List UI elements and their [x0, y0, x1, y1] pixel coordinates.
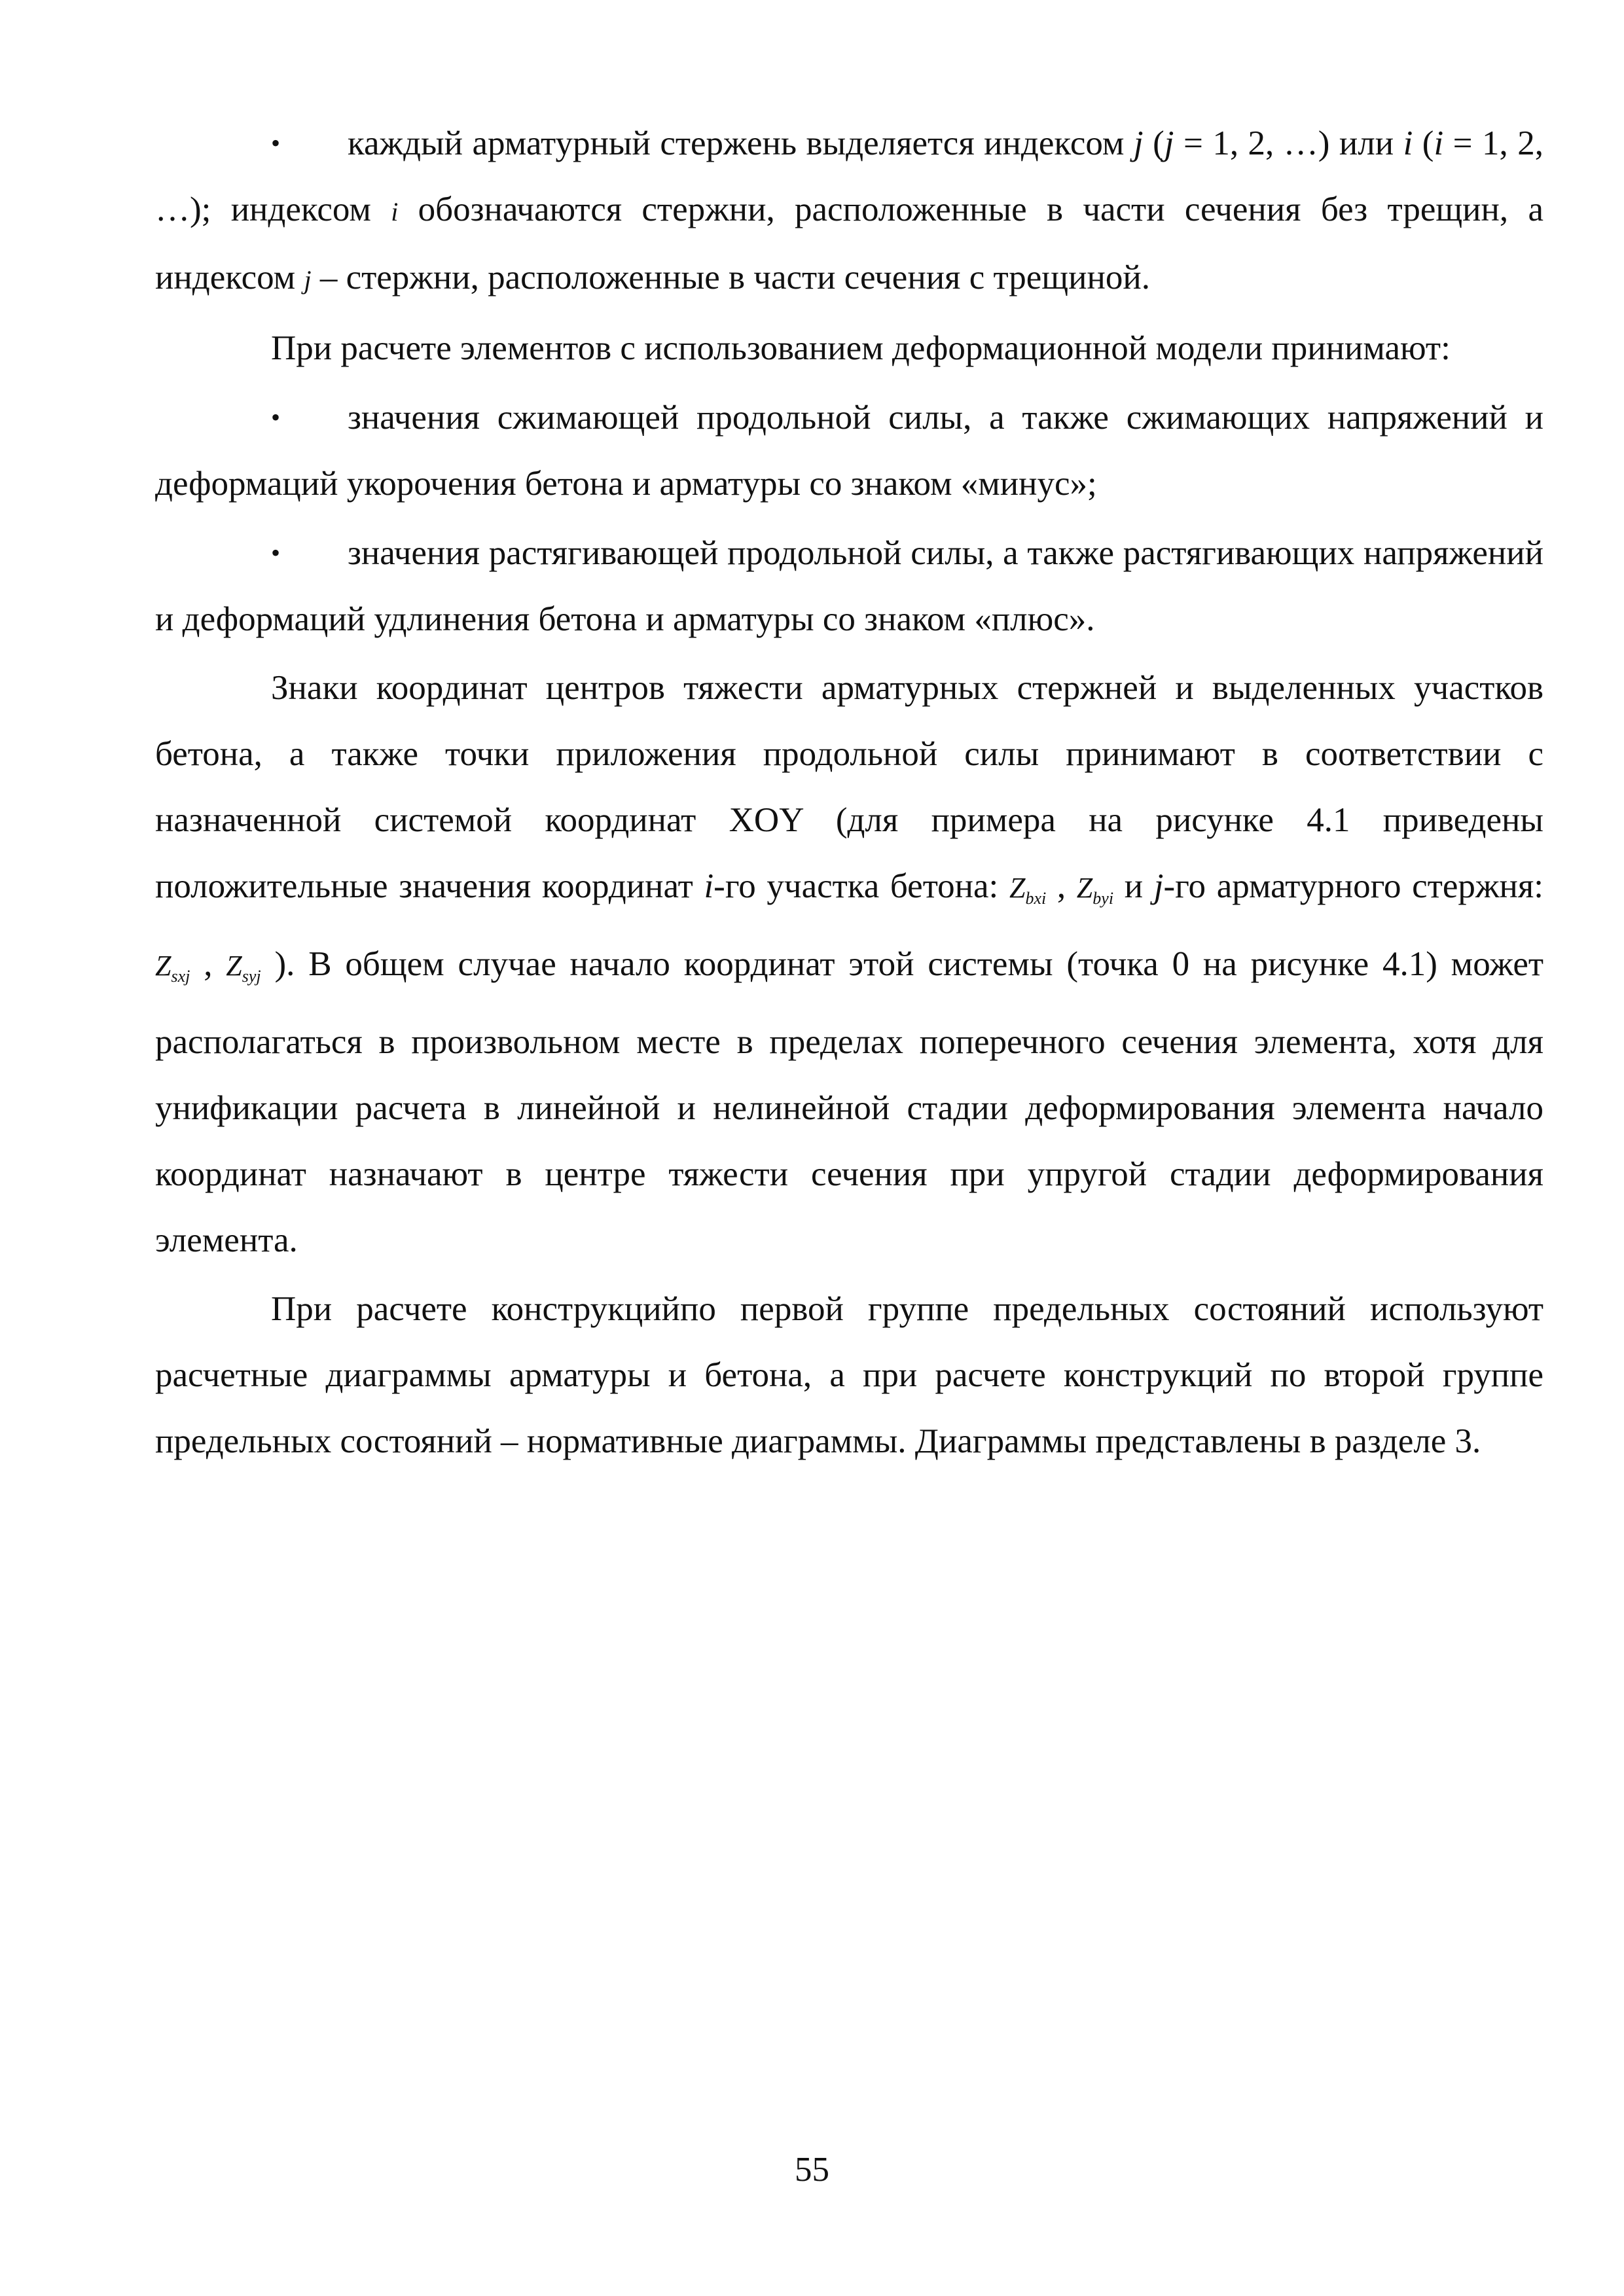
paragraph-assumptions: При расчете элементов с использованием деформационной модели принимают: [271, 329, 1451, 367]
variable-i: i [1403, 124, 1413, 162]
formula-z-byi [1076, 872, 1114, 908]
bullet-icon: • [271, 538, 281, 567]
formula-symbol: Z [155, 950, 171, 982]
variable-i: i [1434, 124, 1444, 162]
formula-subscript: sxj [171, 967, 190, 986]
paragraph-text: ). В общем случае начало координат этой системы (точка 0 на рисунке 4.1) может располагаться в произвольном месте в пределах поперечного сечения элемента, хотя для унификации расчета в линейной и нелинейной стадии деформирования элемента начало координат назначают в центре тяжести сечения при упругой стадии деформирования элемента. [155, 945, 1544, 1259]
formula-z-syj [226, 950, 261, 986]
bullet-text: ( [1413, 124, 1434, 162]
paragraph-text: -го арматурного стержня: [1163, 867, 1543, 905]
bullet-text: значения сжимающей продольной силы, а также сжимающих напряжений и деформаций укорочения бетона и арматуры со знаком «минус»; [155, 399, 1543, 503]
page-body [155, 110, 1543, 1475]
bullet-compression [155, 384, 1543, 517]
variable-j: j [1133, 124, 1144, 162]
formula-symbol: Z [1076, 872, 1093, 904]
variable-i: i [391, 197, 399, 226]
bullet-text: – стержни, расположенные в части сечения с трещиной. [311, 259, 1150, 296]
bullet-text: = 1, 2, …) или [1174, 124, 1403, 162]
formula-z-sxj [155, 950, 190, 986]
formula-z-bxi [1009, 872, 1047, 908]
paragraph-text: Знаки координат центров тяжести арматурных стержней и выделенных участков бетона, а также точки приложения продольной силы принимают в соответствии с назначенной системой координат XOY (для примера на рисунке 4.1 приведены положительные значения координат [155, 669, 1543, 905]
formula-separator: , [1046, 867, 1077, 905]
formula-symbol: Z [1009, 872, 1026, 904]
formula-symbol: Z [226, 950, 242, 982]
page-number: 55 [795, 2151, 829, 2189]
bullet-tension [155, 520, 1543, 653]
bullet-text: = 1, 2, …); индексом [155, 124, 1544, 228]
bullet-text: каждый арматурный стержень выделяется индексом [348, 124, 1134, 162]
bullet-icon: • [271, 403, 281, 432]
bullet-text: ( [1143, 124, 1164, 162]
bullet-text: обозначаются стержни, расположенные в части сечения без трещин, а индексом [155, 190, 1543, 296]
formula-subscript: byi [1092, 889, 1114, 908]
variable-j: j [1153, 867, 1164, 905]
formula-subscript: bxi [1025, 889, 1047, 908]
variable-j: j [304, 265, 312, 295]
paragraph-diagrams: При расчете конструкцийпо первой группе предельных состояний используют расчетные диаграммы арматуры и бетона, а при расчете конструкций по второй группе предельных состояний – нормативные диаграммы. Диаграммы представлены в разделе 3. [155, 1290, 1543, 1460]
variable-i: i [704, 867, 714, 905]
paragraph-text: и [1113, 867, 1154, 905]
bullet-index-j-i [155, 110, 1543, 313]
bullet-icon: • [271, 128, 281, 158]
paragraph-coordinate-signs [155, 655, 1543, 1274]
variable-j: j [1164, 124, 1174, 162]
formula-subscript: syj [242, 967, 261, 986]
formula-separator: , [190, 945, 226, 983]
bullet-text: значения растягивающей продольной силы, а также растягивающих напряжений и деформаций удлинения бетона и арматуры со знаком «плюс». [155, 534, 1543, 638]
paragraph-text: -го участка бетона: [713, 867, 1009, 905]
